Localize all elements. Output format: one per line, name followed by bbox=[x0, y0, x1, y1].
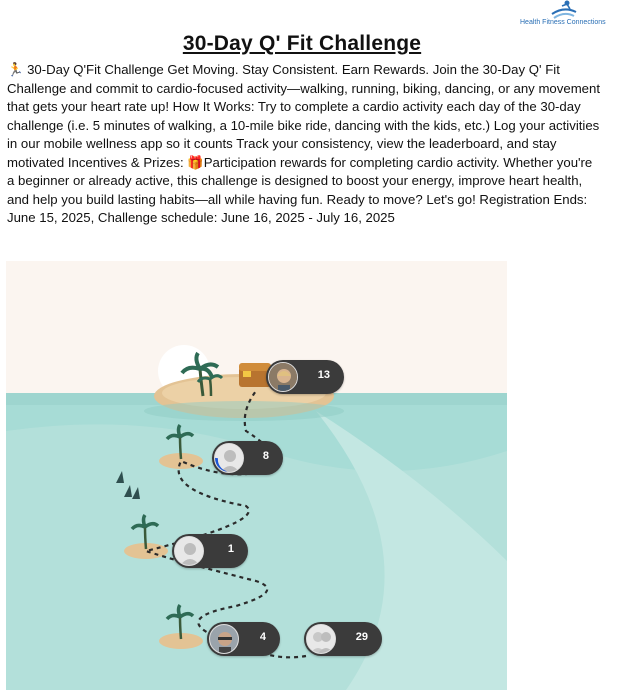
user-photo-avatar bbox=[209, 624, 239, 654]
checkpoint-8[interactable] bbox=[212, 441, 283, 475]
checkpoint-13[interactable] bbox=[266, 360, 344, 394]
checkpoint-count: 4 bbox=[259, 631, 266, 643]
checkpoint-count: 29 bbox=[355, 631, 368, 643]
checkpoint-1[interactable] bbox=[172, 534, 248, 568]
logo-text: Health Fitness Connections bbox=[520, 19, 606, 26]
default-avatar-icon bbox=[174, 536, 204, 566]
user-photo-avatar bbox=[268, 362, 298, 392]
checkpoint-4[interactable] bbox=[207, 622, 280, 656]
checkpoint-count: 8 bbox=[262, 450, 269, 462]
checkpoint-count: 1 bbox=[227, 543, 234, 555]
swoosh-logo-icon bbox=[550, 0, 578, 20]
runner-icon: 🏃 bbox=[7, 62, 24, 77]
description-part-2: Participation rewards for completing cardio activity. Whether you're a beginner or already active, this challenge is designed to boost your energy, improve heart health, and help you build lasting habits—all while having fun. Ready to move? Let's go! Registration Ends: June 15, 2025, Challenge schedule: June 16, 2025 - July 16, 2025 bbox=[7, 154, 593, 225]
checkpoint-count: 13 bbox=[317, 369, 330, 381]
health-fitness-connections-logo bbox=[512, 0, 617, 32]
checkpoint-29[interactable] bbox=[304, 622, 382, 656]
description-part-1: 30-Day Q'Fit Challenge Get Moving. Stay Consistent. Earn Rewards. Join the 30-Day Q' Fit Challenge and commit to cardio-focused activity—walking, running, biking, dancing, or any movement that gets your heart rate up! How It Works: Try to complete a cardio activity each day of the 30-day challenge (i.e. 5 minutes of walking, a 10-mile bike ride, dancing with the kids, etc.) Log your activities in our mobile wellness app so it counts Track your consistency, view the leaderboard, and stay motivated Incentives & Prizes: bbox=[7, 62, 601, 170]
challenge-description bbox=[7, 61, 603, 228]
challenge-progress-map bbox=[6, 261, 507, 690]
default-avatar-group-icon bbox=[306, 624, 336, 654]
default-avatar-icon bbox=[214, 443, 244, 473]
page-title: 30-Day Q' Fit Challenge bbox=[182, 32, 422, 55]
gift-icon: 🎁 bbox=[187, 154, 204, 170]
